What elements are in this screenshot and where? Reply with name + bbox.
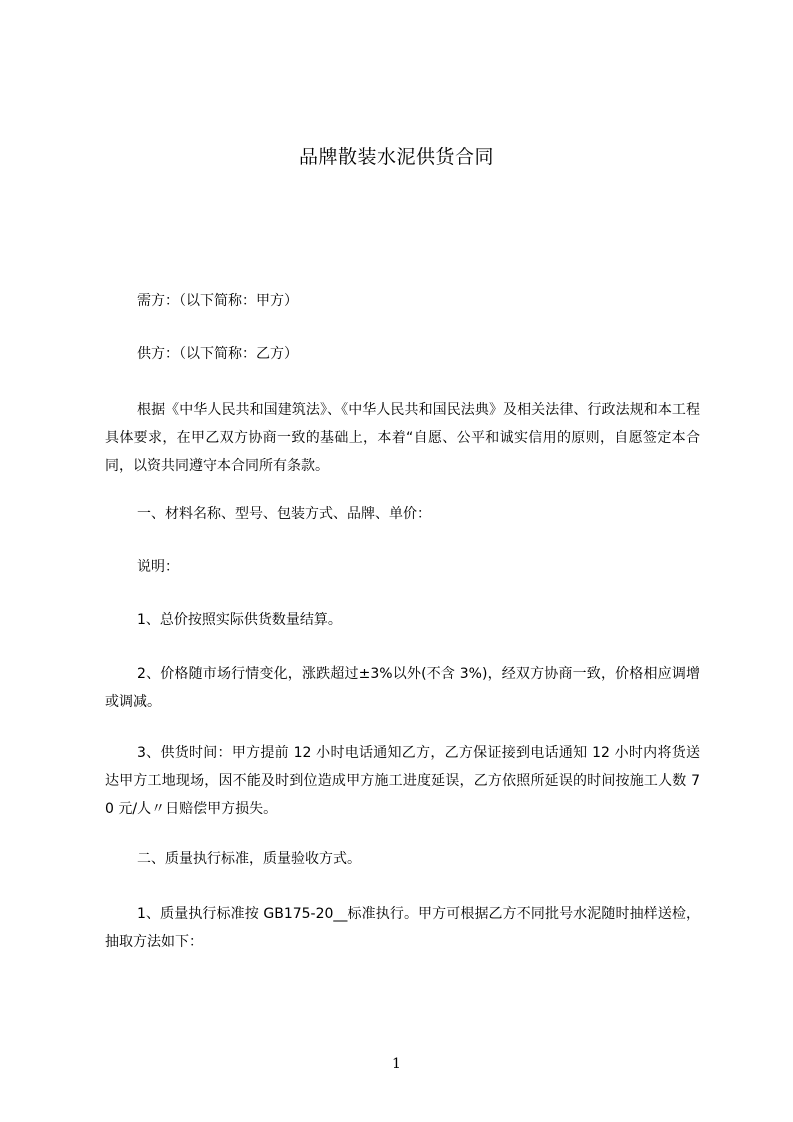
clause-1-3: 3、供货时间：甲方提前 12 小时电话通知乙方，乙方保证接到电话通知 12 小时内将货送达甲方工地现场，因不能及时到位造成甲方施工进度延误，乙方依照所延误的时间按施工人数 70 元/人〃日赔偿甲方损失。: [105, 745, 700, 817]
clause-2-1: 1、质量执行标准按 GB175-20__标准执行。甲方可根据乙方不同批号水泥随时抽样送检，抽取方法如下：: [105, 906, 700, 950]
document-title: 品牌散装水泥供货合同: [298, 146, 494, 168]
section-1-heading: 一、材料名称、型号、包装方式、品牌、单价：: [137, 506, 431, 522]
clause-1-2: 2、价格随市场行情变化，涨跌超过±3%以外(不含 3%)，经双方协商一致，价格相应调增或调减。: [105, 666, 700, 710]
page-number: 1: [392, 1056, 401, 1072]
section-2-heading: 二、质量执行标准，质量验收方式。: [137, 851, 361, 867]
notes-label: 说明：: [137, 559, 179, 575]
clause-1-1: 1、总价按照实际供货数量结算。: [137, 612, 342, 628]
supplier-line: 供方：（以下简称：乙方）: [137, 346, 298, 362]
buyer-line: 需方：（以下简称：甲方）: [137, 293, 298, 309]
preamble-paragraph: 根据《中华人民共和国建筑法》、《中华人民共和国民法典》及相关法律、行政法规和本工程具体要求，在甲乙双方协商一致的基础上，本着“自愿、公平和诚实信用的原则，自愿签定本合同，以资共同遵守本合同所有条款。: [105, 402, 700, 474]
